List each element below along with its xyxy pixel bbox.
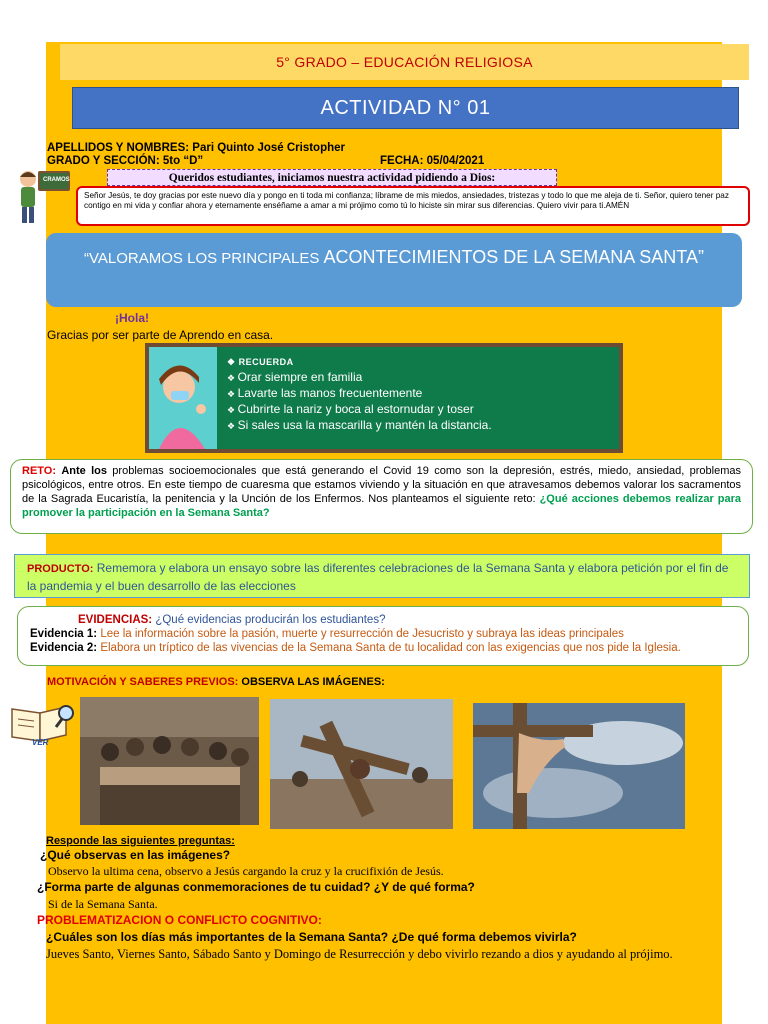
activity-title: ACTIVIDAD N° 01 [320, 96, 491, 119]
evidencia-2 [30, 641, 736, 655]
observa-label: OBSERVA LAS IMÁGENES: [241, 676, 385, 688]
ver-label: VER [32, 738, 49, 747]
reading-book-icon [8, 701, 76, 749]
greeting-text: Gracias por ser parte de Aprendo en casa. [47, 328, 274, 342]
student-section-row [47, 155, 203, 167]
preguntas-heading: Responde las siguientes preguntas: [46, 835, 235, 847]
producto-label: PRODUCTO: [27, 563, 94, 575]
motivacion-heading [47, 676, 385, 688]
evidencias-question: ¿Qué evidencias producirán los estudiantes? [155, 614, 386, 626]
activity-banner [72, 87, 739, 129]
date-label: FECHA: [380, 155, 424, 167]
answer-3: Jueves Santo, Viernes Santo, Sábado Santo y Domingo de Resurrección y debo vivirlo rezando a dios y ayudando al prójimo. [46, 947, 673, 961]
recuerda-list [227, 355, 492, 434]
recuerda-board [145, 343, 623, 453]
session-title [46, 233, 742, 307]
praying-student-icon [14, 167, 72, 227]
reto-text: problemas socioemocionales que está generando el Covid 19 como son la depresión, estrés, miedo, ansiedad, problemas psicológicos, entre otros. En este tiempo de cuaresma que estamos viviendo y la situación en que atravesamos debemos valorar los sacramentos de la Sagrada Eucaristía, la penitencia y la Unción de los Enfermos. Nos planteamos el siguiente reto: [22, 465, 741, 505]
answer-2: Si de la Semana Santa. [48, 897, 158, 911]
girl-with-mask-illustration [149, 347, 217, 449]
question-1: ¿Qué observas en las imágenes? [40, 848, 231, 862]
prayer-box [76, 186, 750, 226]
reto-box [10, 459, 753, 534]
evidencia-1-text: Lee la información sobre la pasión, muerte y resurrección de Jesucristo y subraya las ideas principales [100, 628, 624, 640]
recuerda-item: ❖ Si sales usa la mascarilla y mantén la distancia. [227, 418, 492, 434]
student-name-row [47, 142, 345, 154]
orar-badge: CRAMOS [43, 177, 70, 183]
grade-banner [60, 44, 749, 80]
producto-box [14, 554, 750, 598]
title-part-1: “VALORAMOS LOS PRINCIPALES [84, 250, 324, 267]
evidencia-2-label: Evidencia 2: [30, 642, 98, 654]
date-value: 05/04/2021 [426, 155, 485, 167]
carrying-cross-image [270, 699, 453, 829]
prayer-text: Señor Jesús, te doy gracias por este nuevo día y pongo en ti toda mi confianza; líbrame de mis miedos, ansiedades, tristezas y todo lo que me aleja de ti. Señor, quiero tener paz contigo en mi vida y confiar ahora y eternamente enséñame a amar a mi prójimo como tú lo hiciste sin mirar sus diferencias. Quiero vivir para ti.AMÉN [84, 191, 729, 211]
name-label: APELLIDOS Y NOMBRES: [47, 142, 190, 154]
date-row [380, 155, 484, 167]
recuerda-item: ❖ Cubrirte la nariz y boca al estornudar y toser [227, 402, 492, 418]
recuerda-heading: ❖ RECUERDA [227, 355, 492, 370]
greeting-hola: ¡Hola! [115, 311, 149, 325]
reto-lead: Ante los [61, 465, 107, 477]
recuerda-item: ❖ Lavarte las manos frecuentemente [227, 386, 492, 402]
question-2: ¿Forma parte de algunas conmemoraciones de tu cuidad? ¿Y de qué forma? [37, 880, 475, 894]
answer-1: Observo la ultima cena, observo a Jesús cargando la cruz y la crucifixión de Jesús. [48, 864, 444, 878]
recuerda-item: ❖ Orar siempre en familia [227, 370, 492, 386]
evidencia-2-text: Elabora un tríptico de las vivencias de la Semana Santa de tu localidad con las exigencias que nos pide la Iglesia. [100, 642, 681, 654]
evidencia-1-label: Evidencia 1: [30, 628, 98, 640]
producto-text: Rememora y elabora un ensayo sobre las diferentes celebraciones de la Semana Santa y elabora petición por el fin de la pandemia y el buen desarrollo de las elecciones [27, 561, 729, 593]
question-3: ¿Cuáles son los días más importantes de la Semana Santa? ¿De qué forma debemos vivirla? [46, 930, 577, 944]
prayer-title: Queridos estudiantes, iniciamos nuestra actividad pidiendo a Dios: [107, 169, 557, 186]
grade-text: 5° GRADO – EDUCACIÓN RELIGIOSA [276, 54, 533, 70]
section-value: 5to “D” [162, 155, 204, 167]
title-part-2: ACONTECIMIENTOS DE LA SEMANA SANTA” [323, 247, 704, 267]
crucifixion-image [473, 703, 685, 829]
evidencias-box [17, 606, 749, 666]
evidencias-label: EVIDENCIAS: [78, 614, 153, 626]
reto-question: ¿Qué acciones debemos realizar para promover la participación en la Semana Santa? [22, 493, 742, 519]
reto-label: RETO: [22, 465, 57, 477]
name-value: Pari Quinto José Cristopher [192, 142, 346, 154]
last-supper-image [80, 697, 259, 825]
problematizacion-heading: PROBLEMATIZACION O CONFLICTO COGNITIVO: [37, 913, 322, 927]
motivacion-label: MOTIVACIÓN Y SABERES PREVIOS: [47, 676, 239, 688]
section-label: GRADO Y SECCIÓN: [47, 155, 160, 167]
evidencias-heading [30, 613, 736, 627]
evidencia-1 [30, 627, 736, 641]
